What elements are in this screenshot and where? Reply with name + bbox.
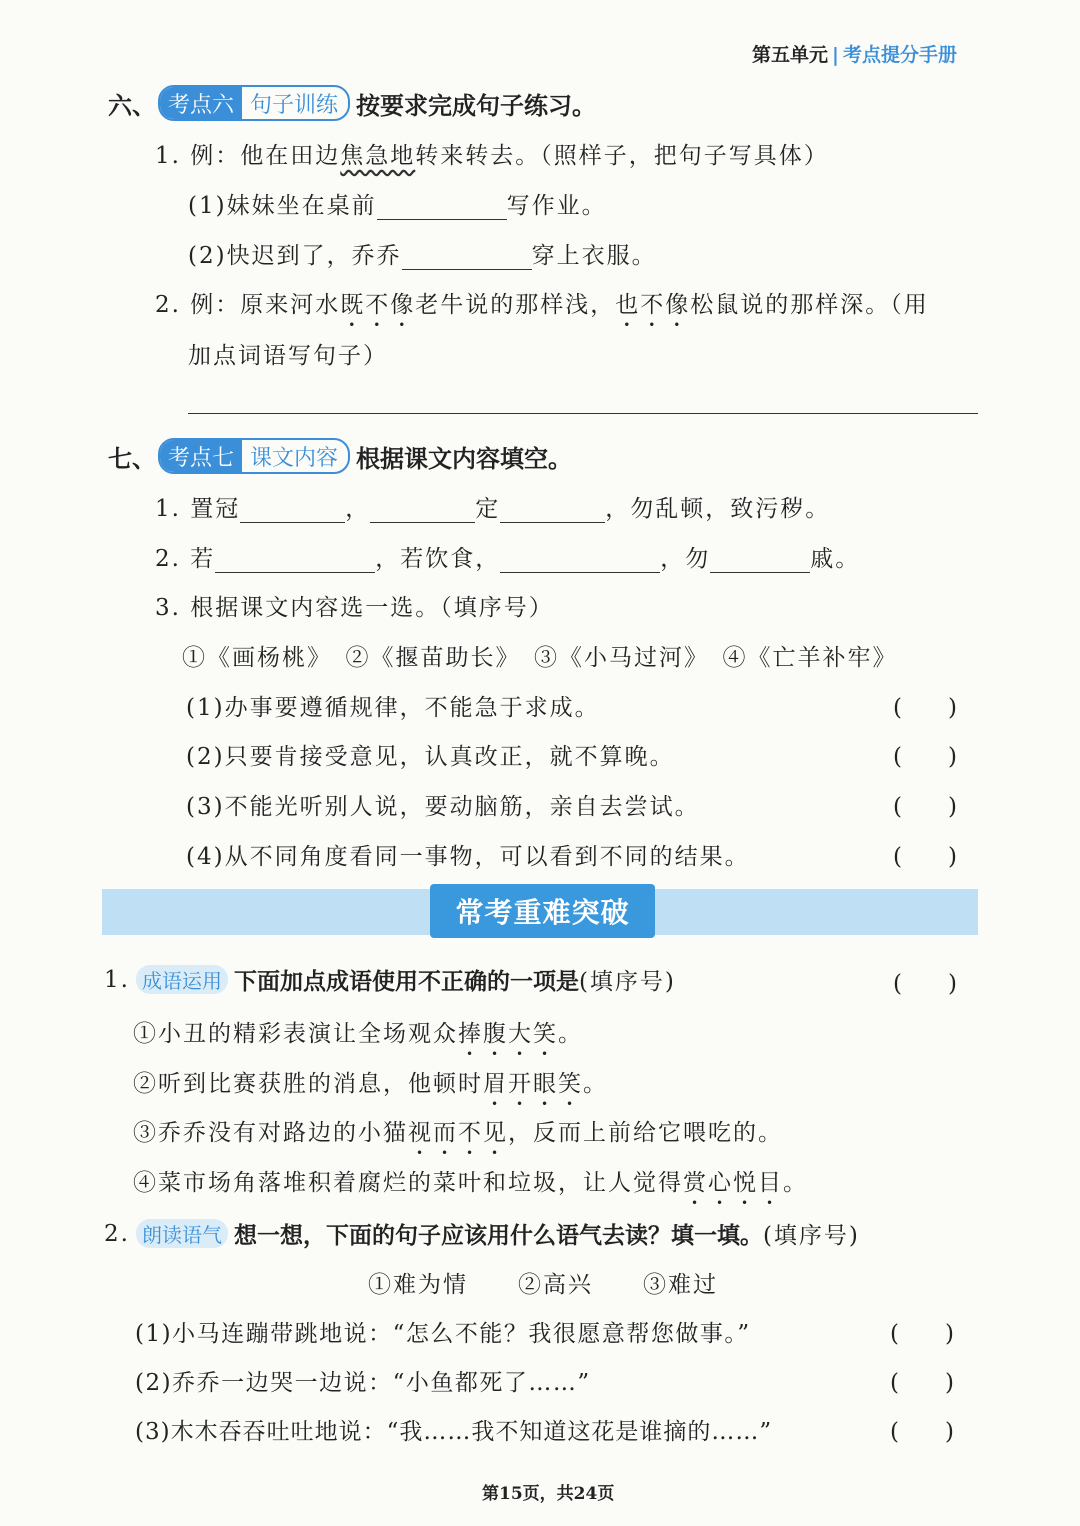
text: 转来转去。（照样子，把句子写具体） (415, 143, 829, 169)
idiom-option (133, 1065, 608, 1111)
text: 老牛说的那样浅， (415, 292, 616, 318)
text: ，若饮食， (375, 546, 501, 572)
text: 。 (558, 1021, 583, 1047)
answer-blank[interactable] (370, 496, 475, 523)
answer-parens[interactable]: ( ) (893, 794, 957, 820)
text: ，反而上前给它喂吃的。 (508, 1120, 783, 1146)
text: 1. 例：他在田边 (155, 143, 341, 169)
topic-tag: 朗读语气 (136, 1219, 228, 1248)
q7-3-title: 3. 根据课文内容选一选。（填序号） (155, 595, 554, 621)
answer-parens[interactable]: ( ) (893, 695, 957, 721)
section-tag (158, 438, 350, 474)
tag-topic: 课文内容 (250, 445, 339, 471)
q6-2-line2: 加点词语写句子） (188, 343, 388, 369)
text: 穿上衣服。 (531, 243, 657, 269)
section-6-heading (108, 85, 596, 121)
answer-parens[interactable]: ( ) (890, 1419, 954, 1445)
text: ④菜市场角落堆积着腐烂的菜叶和垃圾，让人觉得 (133, 1170, 683, 1196)
q7-3-options: ①《画杨桃》 ②《揠苗助长》 ③《小马过河》 ④《亡羊补牢》 (182, 645, 898, 671)
section-banner-title: 常考重难突破 (430, 884, 655, 938)
text: ①小丑的精彩表演让全场观众 (133, 1021, 458, 1047)
question-title: 下面加点成语使用不正确的一项是 (233, 969, 579, 995)
q6-1-example (155, 137, 829, 170)
question-number: 1. (104, 966, 130, 993)
question-hint: (填序号) (578, 969, 676, 995)
text: 写作业。 (506, 193, 607, 219)
tone-item: (1)小马连蹦带跳地说：“怎么不能？我很愿意帮您做事。” (135, 1321, 751, 1347)
section-number: 七、 (108, 444, 156, 473)
idiom-option (133, 1164, 808, 1210)
dotted-word: 既不像 (340, 292, 416, 318)
text: (2)快迟到了，乔乔 (188, 243, 402, 269)
question-number: 2. (104, 1220, 130, 1247)
answer-line[interactable] (188, 413, 978, 414)
dotted-idiom: 赏心悦目 (683, 1170, 783, 1196)
answer-blank[interactable] (240, 496, 345, 523)
answer-blank[interactable] (215, 546, 375, 573)
section-title: 根据课文内容填空。 (356, 444, 573, 473)
answer-blank[interactable] (402, 243, 532, 270)
header-separator: | (832, 44, 839, 66)
dotted-idiom: 捧腹大笑 (458, 1021, 558, 1047)
page-number: 第15页，共24页 (482, 1484, 615, 1504)
section-7-heading (108, 438, 572, 474)
idiom-option (133, 1114, 783, 1160)
underlined-word: 焦急地 (340, 143, 416, 169)
topic-tag: 成语运用 (136, 965, 228, 994)
text: ，勿乱顿，致污秽。 (605, 496, 831, 522)
tag-label: 考点七 (160, 440, 242, 472)
practice-1-heading (104, 963, 676, 996)
dotted-idiom: 视而不见 (408, 1120, 508, 1146)
practice-2-heading (104, 1217, 860, 1250)
answer-blank[interactable] (500, 546, 660, 573)
dotted-word: 也不像 (615, 292, 691, 318)
dotted-idiom: 眉开眼笑 (483, 1071, 583, 1097)
q7-3-item: (3)不能光听别人说，要动脑筋，亲自去尝试。 (186, 794, 700, 820)
text: 松鼠说的那样深。（用 (690, 292, 929, 318)
q6-1-2 (188, 237, 657, 270)
answer-parens[interactable]: ( ) (890, 1321, 954, 1347)
answer-parens[interactable]: ( ) (893, 844, 957, 870)
q6-1-1 (188, 187, 607, 220)
text: 2. 若 (155, 546, 216, 572)
q7-3-item: (1)办事要遵循规律，不能急于求成。 (186, 695, 600, 721)
section-title: 按要求完成句子练习。 (356, 91, 597, 120)
text: ③乔乔没有对路边的小猫 (133, 1120, 408, 1146)
answer-blank[interactable] (710, 546, 810, 573)
text: 2. 例：原来河水 (155, 292, 341, 318)
question-title: 想一想，下面的句子应该用什么语气去读？填一填。 (233, 1223, 763, 1249)
text: 1. 置冠 (155, 496, 241, 522)
answer-parens[interactable]: ( ) (890, 1370, 954, 1396)
tone-item: (2)乔乔一边哭一边说：“小鱼都死了……” (135, 1370, 591, 1396)
answer-parens[interactable]: ( ) (893, 744, 957, 770)
text: ， (345, 496, 371, 522)
text: 。 (783, 1170, 808, 1196)
section-number: 六、 (108, 91, 156, 120)
q6-2-example (155, 286, 929, 332)
section-tag (158, 85, 350, 121)
text: ，勿 (660, 546, 711, 572)
q7-3-item: (2)只要肯接受意见，认真改正，就不算晚。 (186, 744, 675, 770)
text: (1)妹妹坐在桌前 (188, 193, 377, 219)
answer-blank[interactable] (377, 193, 507, 220)
tag-topic: 句子训练 (250, 92, 339, 118)
tag-label: 考点六 (160, 87, 242, 119)
answer-parens[interactable]: ( ) (893, 971, 957, 997)
q7-3-item: (4)从不同角度看同一事物，可以看到不同的结果。 (186, 844, 750, 870)
answer-blank[interactable] (500, 496, 605, 523)
q7-2 (155, 540, 860, 573)
tone-options: ①难为情 ②高兴 ③难过 (368, 1272, 718, 1298)
text: ②听到比赛获胜的消息，他顿时 (133, 1071, 483, 1097)
tone-item: (3)木木吞吞吐吐地说：“我……我不知道这花是谁摘的……” (135, 1419, 773, 1445)
page-header (752, 40, 957, 67)
q7-1 (155, 490, 830, 523)
text: 定 (475, 496, 501, 522)
question-hint: (填序号) (762, 1223, 860, 1249)
text: 。 (583, 1071, 608, 1097)
unit-label: 第五单元 (752, 44, 829, 66)
idiom-option (133, 1015, 583, 1061)
text: 戚。 (810, 546, 861, 572)
handbook-title: 考点提分手册 (842, 44, 957, 66)
